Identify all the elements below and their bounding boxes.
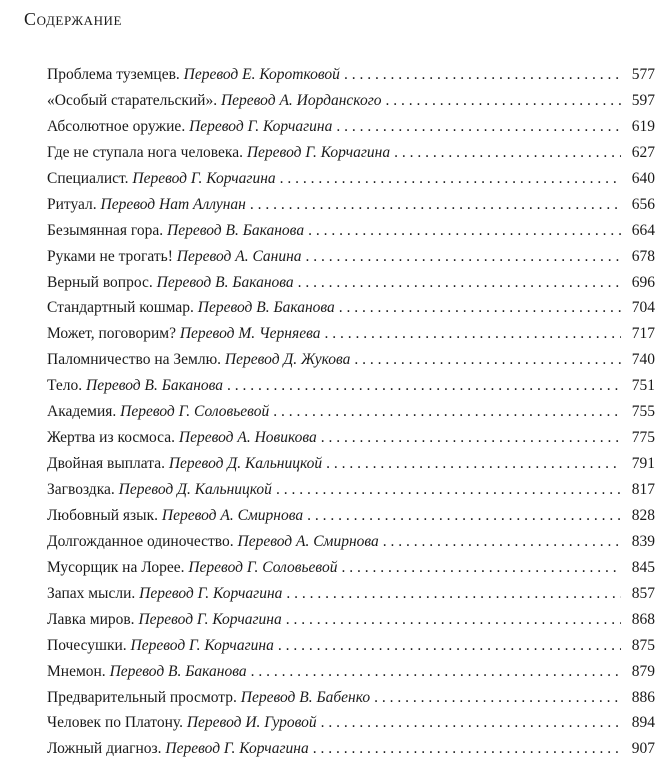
dot-leader [298, 270, 621, 296]
entry-translator: Перевод Г. Соловьевой [120, 403, 270, 421]
entry-page-number: 775 [631, 429, 655, 447]
entry-title: Верный вопрос. [47, 273, 153, 291]
dot-leader [313, 736, 621, 762]
dot-leader [250, 192, 621, 218]
entry-translator: Перевод И. Гуровой [186, 714, 317, 732]
dot-leader [341, 555, 621, 581]
toc-entry [47, 659, 655, 685]
toc-entry [47, 244, 655, 270]
toc-entry [47, 114, 655, 140]
entry-page-number: 717 [631, 325, 655, 343]
dot-leader [227, 373, 621, 399]
entry-translator: Перевод А. Иорданского [220, 91, 382, 109]
entry-page-number: 740 [631, 351, 655, 369]
toc-entry [47, 529, 655, 555]
dot-leader [321, 710, 621, 736]
entry-title: Лавка миров. [47, 610, 135, 628]
dot-leader [278, 633, 621, 659]
entry-page-number: 868 [631, 610, 655, 628]
entry-title: Может, поговорим? [47, 325, 176, 343]
entry-page-number: 751 [631, 377, 655, 395]
entry-page-number: 845 [631, 558, 655, 576]
entry-title: Стандартный кошмар. [47, 299, 194, 317]
toc-entry [47, 373, 655, 399]
toc-entry [47, 192, 655, 218]
entry-title: Академия. [47, 403, 117, 421]
entry-translator: Перевод Г. Корчагина [189, 117, 333, 135]
toc-entry [47, 88, 655, 114]
dot-leader [394, 140, 621, 166]
toc-entry [47, 477, 655, 503]
entry-translator: Перевод Нат Аллунан [100, 195, 246, 213]
entry-page-number: 828 [631, 506, 655, 524]
entry-page-number: 627 [631, 143, 655, 161]
dot-leader [344, 62, 621, 88]
entry-page-number: 678 [631, 247, 655, 265]
entry-translator: Перевод В. Баканова [86, 377, 224, 395]
toc-entry [47, 633, 655, 659]
table-of-contents [47, 62, 655, 762]
entry-translator: Перевод А. Смирнова [237, 532, 379, 550]
toc-entry [47, 710, 655, 736]
entry-title: Предварительный просмотр. [47, 688, 237, 706]
entry-page-number: 640 [631, 169, 655, 187]
entry-translator: Перевод А. Смирнова [161, 506, 304, 524]
entry-translator: Перевод Г. Корчагина [130, 636, 274, 654]
toc-entry [47, 425, 655, 451]
dot-leader [251, 659, 621, 685]
dot-leader [308, 218, 621, 244]
toc-entry [47, 218, 655, 244]
entry-page-number: 696 [631, 273, 655, 291]
entry-title: Мнемон. [47, 662, 106, 680]
toc-entry [47, 581, 655, 607]
dot-leader [354, 347, 621, 373]
dot-leader [273, 399, 621, 425]
entry-translator: Перевод В. Баканова [197, 299, 335, 317]
entry-translator: Перевод Д. Кальницкой [168, 455, 323, 473]
toc-entry [47, 685, 655, 711]
toc-entry [47, 321, 655, 347]
dot-leader [280, 166, 621, 192]
entry-title: Запах мысли. [47, 584, 136, 602]
entry-title: Долгожданное одиночество. [47, 532, 234, 550]
entry-translator: Перевод Г. Корчагина [139, 584, 283, 602]
page-title: Содержание [24, 9, 123, 29]
entry-title: Специалист. [47, 169, 129, 187]
dot-leader [286, 607, 621, 633]
entry-title: Проблема туземцев. [47, 66, 180, 83]
toc-entry [47, 736, 655, 762]
entry-page-number: 879 [631, 662, 655, 680]
entry-page-number: 886 [631, 688, 655, 706]
dot-leader [276, 477, 621, 503]
toc-entry [47, 62, 655, 88]
dot-leader [324, 321, 621, 347]
toc-entry [47, 295, 655, 321]
entry-page-number: 664 [631, 221, 655, 239]
dot-leader [326, 451, 621, 477]
dot-leader [339, 295, 621, 321]
toc-entry [47, 607, 655, 633]
entry-translator: Перевод А. Санина [176, 247, 302, 265]
entry-title: Мусорщик на Лорее. [47, 558, 185, 576]
toc-entry [47, 555, 655, 581]
entry-title: Человек по Платону. [47, 714, 183, 732]
entry-title: Жертва из космоса. [47, 429, 175, 447]
entry-translator: Перевод М. Черняева [179, 325, 321, 343]
dot-leader [286, 581, 621, 607]
entry-title: Двойная выплата. [47, 455, 165, 473]
entry-translator: Перевод В. Бабенко [240, 688, 371, 706]
entry-title: Абсолютное оружие. [47, 117, 186, 135]
toc-entry [47, 451, 655, 477]
entry-translator: Перевод Е. Коротковой [183, 66, 340, 83]
entry-page-number: 791 [631, 455, 655, 473]
toc-entry [47, 503, 655, 529]
entry-translator: Перевод Г. Корчагина [246, 143, 391, 161]
entry-translator: Перевод Д. Кальницкой [118, 481, 272, 498]
entry-title: Где не ступала нога человека. [47, 143, 243, 161]
entry-translator: Перевод Г. Корчагина [138, 610, 282, 628]
dot-leader [321, 425, 621, 451]
entry-title: Загвоздка. [47, 481, 115, 498]
dot-leader [386, 88, 621, 114]
entry-page-number: 704 [631, 299, 655, 317]
entry-page-number: 577 [631, 66, 655, 83]
entry-page-number: 839 [631, 532, 655, 550]
entry-translator: Перевод Д. Жукова [224, 351, 351, 369]
toc-entry [47, 166, 655, 192]
entry-page-number: 907 [631, 740, 655, 758]
dot-leader [307, 503, 621, 529]
entry-page-number: 755 [631, 403, 655, 421]
toc-entry [47, 270, 655, 296]
dot-leader [383, 529, 621, 555]
entry-translator: Перевод Г. Соловьевой [188, 558, 338, 576]
dot-leader [306, 244, 621, 270]
entry-translator: Перевод Г. Корчагина [165, 740, 309, 758]
entry-page-number: 656 [631, 195, 655, 213]
entry-page-number: 619 [631, 117, 655, 135]
dot-leader [336, 114, 621, 140]
entry-translator: Перевод Г. Корчагина [132, 169, 276, 187]
entry-translator: Перевод В. Бакановa [167, 221, 305, 239]
entry-translator: Перевод В. Баканова [156, 273, 294, 291]
toc-entry [47, 140, 655, 166]
entry-title: Ложный диагноз. [47, 740, 162, 758]
entry-title: «Особый старательский». [47, 91, 218, 109]
entry-title: Безымянная гора. [47, 221, 164, 239]
entry-title: Тело. [47, 377, 83, 395]
entry-title: Руками не трогать! [47, 247, 173, 265]
entry-title: Любовный язык. [47, 506, 158, 524]
entry-title: Ритуал. [47, 195, 97, 213]
entry-page-number: 597 [631, 91, 655, 109]
toc-entry [47, 399, 655, 425]
entry-page-number: 875 [631, 636, 655, 654]
entry-title: Паломничество на Землю. [47, 351, 222, 369]
entry-page-number: 817 [631, 481, 655, 498]
entry-title: Почесушки. [47, 636, 127, 654]
dot-leader [374, 685, 621, 711]
entry-translator: Перевод А. Новикова [178, 429, 317, 447]
entry-translator: Перевод В. Баканова [109, 662, 247, 680]
entry-page-number: 894 [631, 714, 655, 732]
entry-page-number: 857 [631, 584, 655, 602]
toc-entry [47, 347, 655, 373]
